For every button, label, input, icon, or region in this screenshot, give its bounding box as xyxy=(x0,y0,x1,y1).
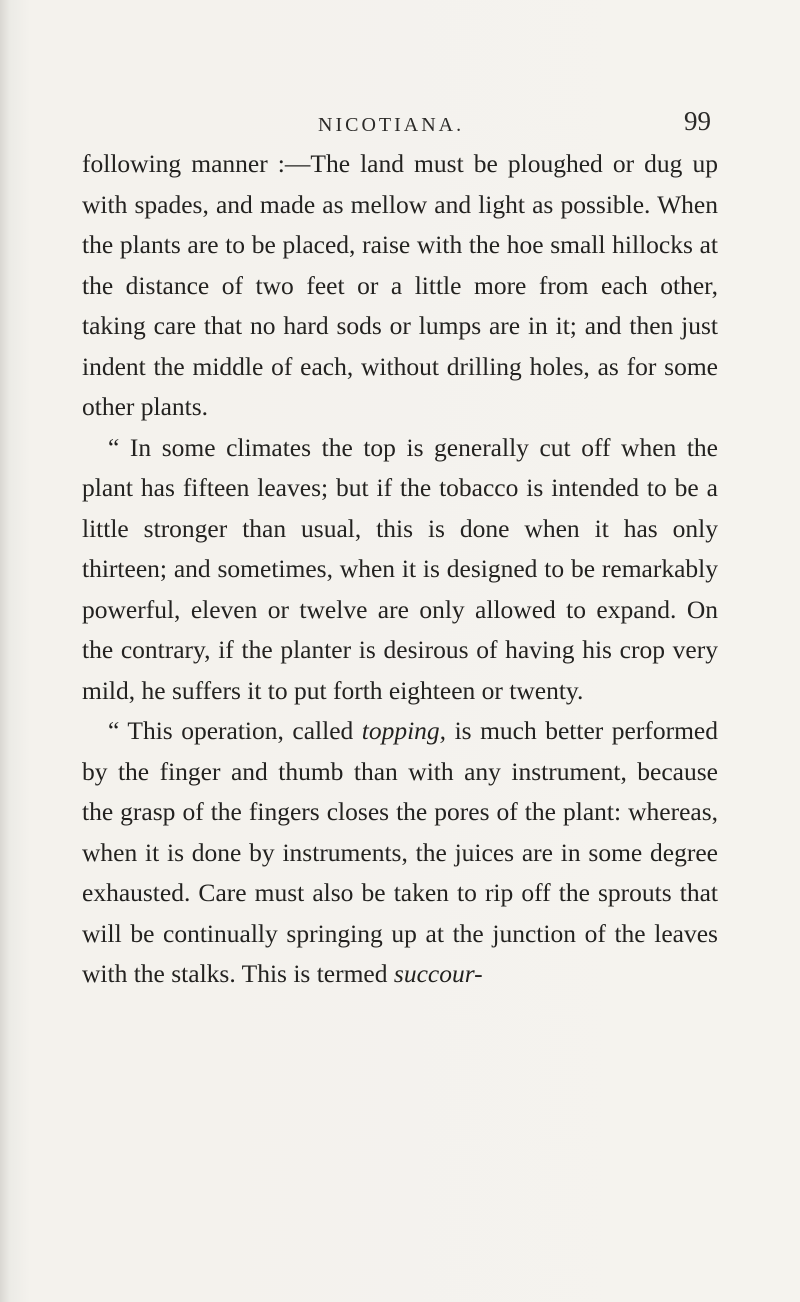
paragraph-1 xyxy=(82,144,718,428)
running-head xyxy=(0,104,800,144)
paragraph-text: following manner :—The land must be ploughed or dug up with spades, and made as mellow and light as possible. When the plants are to be placed, raise with the hoe small hillocks at the distance of two feet or a little more from each other, taking care that no hard sods or lumps are in it; and then just indent the middle of each, without drilling holes, as for some other plants. xyxy=(82,149,718,421)
paragraph-3 xyxy=(82,711,718,995)
italic-term-topping: topping, xyxy=(361,716,447,745)
paragraph-text: is much better performed by the finger and thumb than with any instrument, because the grasp of the fingers closes the pores of the plant: whereas, when it is done by instruments, the juices are in some degree exhausted. Care must also be taken to rip off the sprouts that will be continually springing up at the junction of the leaves with the stalks. This is termed xyxy=(82,716,718,988)
paragraph-2 xyxy=(82,428,718,712)
italic-term-succour: succour- xyxy=(393,959,483,988)
page-number: 99 xyxy=(684,106,711,136)
running-title: NICOTIANA. xyxy=(318,114,465,136)
body-text xyxy=(82,144,718,995)
paragraph-text: “ This operation, called xyxy=(108,716,362,745)
paragraph-text: “ In some climates the top is generally cut off when the plant has fifteen leaves; but if the tobacco is intended to be a little stronger than usual, this is done when it has only thirteen; and sometimes, when it is designed to be remarkably powerful, eleven or twelve are only allowed to expand. On the contrary, if the planter is desirous of having his crop very mild, he suffers it to put forth eighteen or twenty. xyxy=(82,432,718,705)
